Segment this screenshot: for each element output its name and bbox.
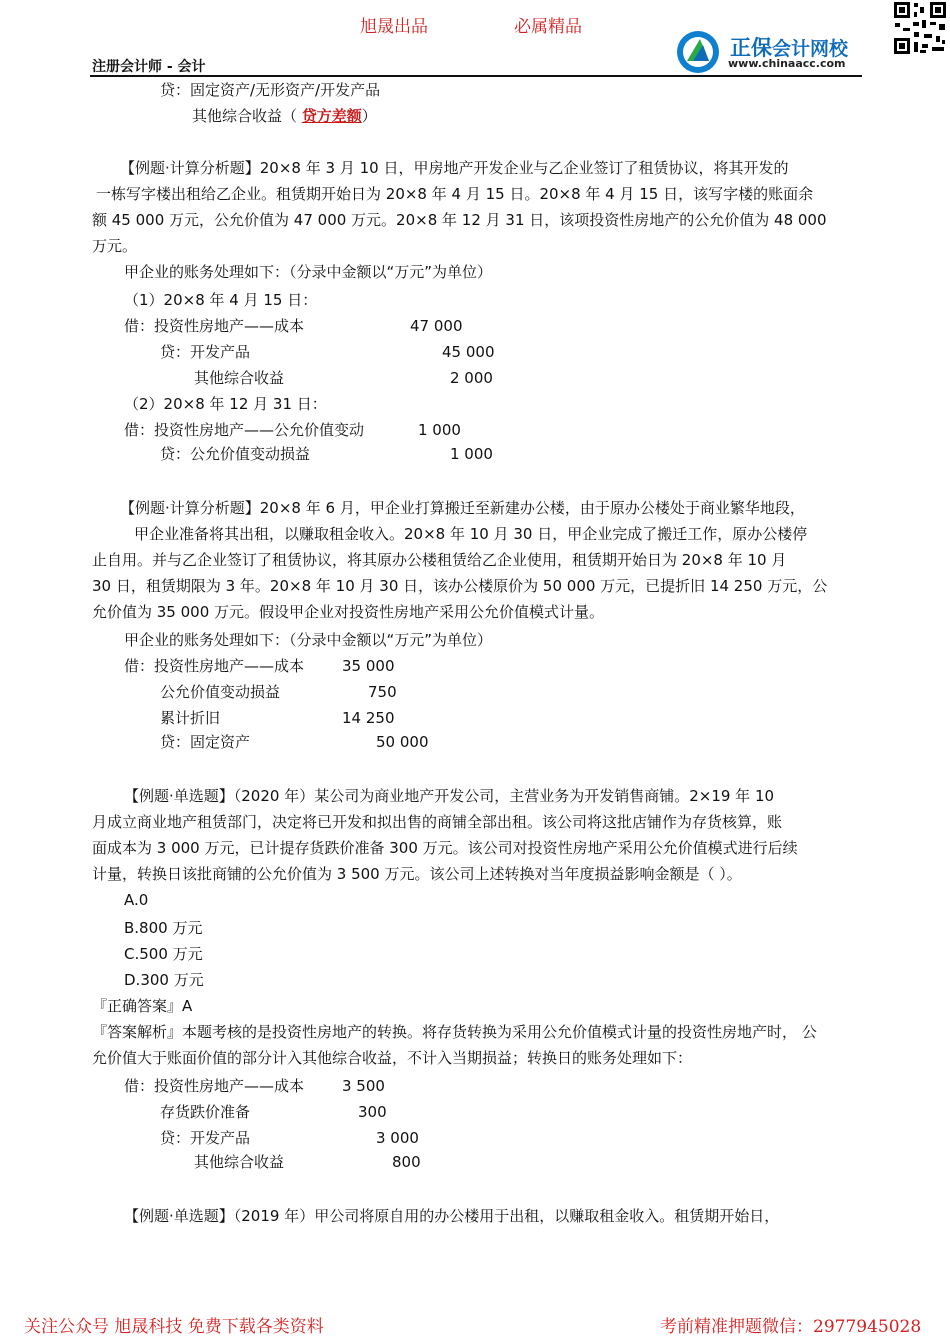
ex2-para-1: 【例题·计算分析题】20×8 年 6 月，甲企业打算搬迁至新建办公楼，由于原办公楼处于商业繁华地段， [120,499,805,517]
ex3-entry-2: 存货跌价准备 [160,1103,251,1121]
ex1-entry-3: 其他综合收益 [194,369,285,387]
ex3-option-b: B.800 万元 [124,919,203,937]
chinaacc-logo[interactable] [676,28,866,74]
ex3-para-3: 面成本为 3 000 万元，已计提存货跌价准备 300 万元。该公司对投资性房地产采用公允价值模式进行后续 [92,839,798,857]
ex2-entry-1-amount: 35 000 [342,657,395,675]
top-line-2a: 其他综合收益（ [192,107,302,125]
chinaacc-logo-icon [676,30,720,74]
ex2-para-5: 允价值为 35 000 万元。假设甲企业对投资性房地产采用公允价值模式计量。 [92,603,605,621]
ex2-entry-4-amount: 50 000 [376,733,429,751]
promo-right: 必属精品 [514,17,582,37]
ex3-para-2: 月成立商业地产租赁部门，决定将已开发和拟出售的商铺全部出租。该公司将这批店铺作为存货核算，账 [92,813,783,831]
ex3-explanation-2: 允价值大于账面价值的部分计入其他综合收益，不计入当期损益；转换日的账务处理如下： [92,1049,693,1067]
ex4-para-1: 【例题·单选题】（2019 年）甲公司将原自用的办公楼用于出租，以赚取租金收入。租赁期开始日， [124,1207,780,1225]
logo-brand-big: 正保 [730,36,772,60]
ex2-para-3: 止自用。并与乙企业签订了租赁协议，将其原办公楼租赁给乙企业使用，租赁期开始日为 20×8 年 10 月 [92,551,787,569]
ex1-entry-2-amount: 45 000 [442,343,495,361]
ex3-para-1: 【例题·单选题】（2020 年）某公司为商业地产开发公司，主营业务为开发销售商铺。2×19 年 10 [124,787,775,805]
logo-url: www.chinaacc.com [728,57,846,70]
ex1-para-1: 【例题·计算分析题】20×8 年 3 月 10 日，甲房地产开发企业与乙企业签订了租赁协议，将其开发的 [120,159,789,177]
logo-brand-small: 会计网校 [772,38,849,60]
ex2-entry-2-amount: 750 [368,683,397,701]
ex1-entry-4: 借：投资性房地产——公允价值变动 [124,421,365,439]
ex3-entry-4-amount: 800 [392,1153,421,1171]
top-line-2c: ） [361,107,377,125]
ex3-option-a: A.0 [124,891,149,909]
ex3-explanation-1: 『答案解析』本题考核的是投资性房地产的转换。将存货转换为采用公允价值模式计量的投资性房地产时， 公 [92,1023,817,1041]
ex1-date-1: （1）20×8 年 4 月 15 日： [124,291,318,309]
footer-right: 考前精准押题微信：2977945028 [660,1317,922,1337]
ex2-entry-1: 借：投资性房地产——成本 [124,657,305,675]
ex2-para-4: 30 日，租赁期限为 3 年。20×8 年 10 月 30 日，该办公楼原价为 50 000 万元，已提折旧 14 250 万元，公 [92,577,828,595]
ex1-entry-1-amount: 47 000 [410,317,463,335]
ex2-entry-3-amount: 14 250 [342,709,395,727]
ex1-para-2: 一栋写字楼出租给乙企业。租赁期开始日为 20×8 年 4 月 15 日。20×8 年 4 月 15 日，该写字楼的账面余 [96,185,814,203]
ex1-entry-3-amount: 2 000 [450,369,493,387]
top-line-1: 贷：固定资产/无形资产/开发产品 [160,81,381,99]
ex2-entry-3: 累计折旧 [160,709,221,727]
ex1-entry-2: 贷：开发产品 [160,343,251,361]
ex1-intro: 甲企业的账务处理如下：（分录中金额以“万元”为单位） [124,263,493,281]
ex3-para-4: 计量，转换日该批商铺的公允价值为 3 500 万元。该公司上述转换对当年度损益影响金额是（ ）。 [92,865,742,883]
ex1-entry-5-amount: 1 000 [450,445,493,463]
footer-left: 关注公众号 旭晟科技 免费下载各类资料 [24,1317,324,1337]
ex2-intro: 甲企业的账务处理如下：（分录中金额以“万元”为单位） [124,631,493,649]
ex2-para-2: 甲企业准备将其出租，以赚取租金收入。20×8 年 10 月 30 日，甲企业完成了搬迁工作，原办公楼停 [134,525,808,543]
credit-difference-highlight: 贷方差额 [301,107,362,125]
ex3-entry-2-amount: 300 [358,1103,387,1121]
ex1-entry-1: 借：投资性房地产——成本 [124,317,305,335]
top-line-2 [192,106,377,126]
subject-title: 注册会计师 - 会计 [92,59,206,75]
ex3-option-c: C.500 万元 [124,945,203,963]
header-divider [90,75,862,77]
ex1-date-2: （2）20×8 年 12 月 31 日： [124,395,327,413]
ex3-entry-3-amount: 3 000 [376,1129,419,1147]
ex1-entry-4-amount: 1 000 [418,421,461,439]
ex3-entry-4: 其他综合收益 [194,1153,285,1171]
qr-code-icon [892,0,948,56]
ex3-entry-1-amount: 3 500 [342,1077,385,1095]
ex1-para-3: 额 45 000 万元，公允价值为 47 000 万元。20×8 年 12 月 31 日，该项投资性房地产的公允价值为 48 000 [92,211,827,229]
ex3-option-d: D.300 万元 [124,971,204,989]
ex2-entry-2: 公允价值变动损益 [160,683,281,701]
ex3-entry-1: 借：投资性房地产——成本 [124,1077,305,1095]
ex2-entry-4: 贷：固定资产 [160,733,251,751]
ex3-entry-3: 贷：开发产品 [160,1129,251,1147]
ex3-correct-answer: 『正确答案』A [92,997,193,1015]
ex1-entry-5: 贷：公允价值变动损益 [160,445,311,463]
promo-left: 旭晟出品 [360,17,428,37]
ex1-para-4: 万元。 [92,237,138,255]
